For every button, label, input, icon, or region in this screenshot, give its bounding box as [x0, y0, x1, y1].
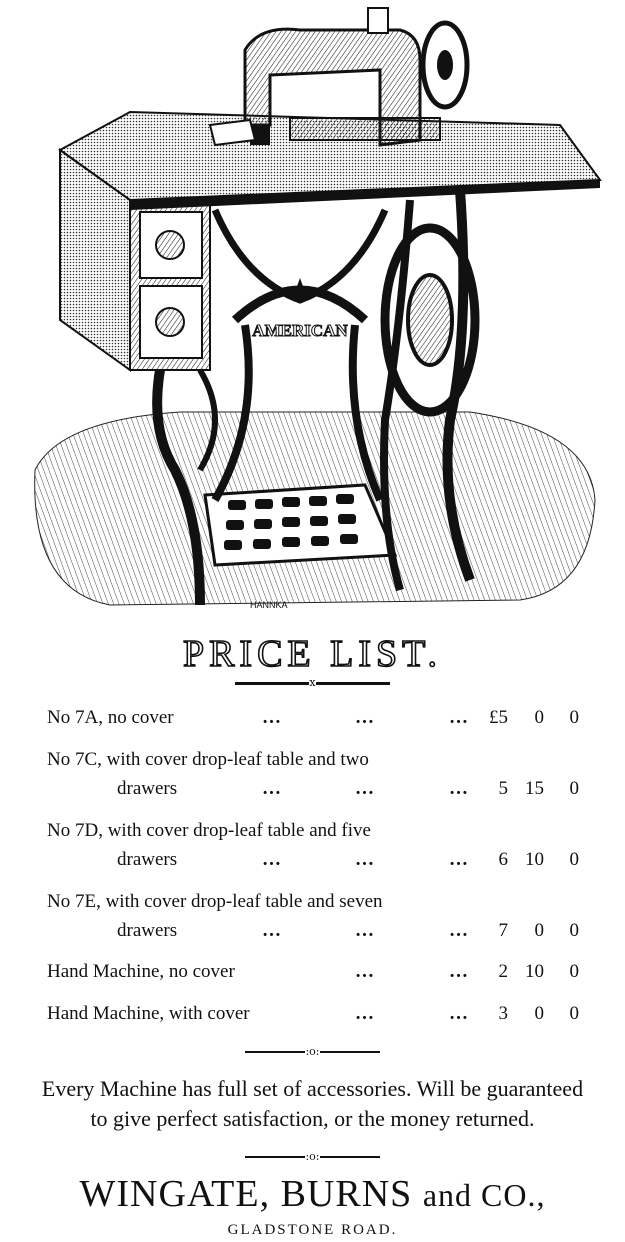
notice-line-2: to give perfect satisfaction, or the money returned.: [90, 1106, 535, 1131]
price-row-7d-cont: drawers … … … 6 10 0: [117, 849, 579, 870]
firm-name: [0, 1172, 625, 1216]
price-row-7a: No 7A, no cover … … … £5 0 0: [47, 707, 579, 728]
divider-bottom: :o:: [0, 1151, 625, 1163]
price-row-hand-with-cover: Hand Machine, with cover … … 3 0 0: [47, 1003, 579, 1024]
price-row-7c-cont: drawers … … … 5 15 0: [117, 778, 579, 799]
divider-top: x: [0, 677, 625, 689]
notice-line-1: Every Machine has full set of accessories. Will be guaranteed: [41, 1076, 584, 1101]
firm-name-main: WINGATE, BURNS: [79, 1173, 413, 1215]
firm-name-suffix: and CO.,: [422, 1177, 546, 1213]
engraving-label: AMERICAN: [252, 321, 348, 340]
price-row-7e-cont: drawers … … … 7 0 0: [117, 920, 579, 941]
firm-address: GLADSTONE ROAD.: [227, 1222, 398, 1238]
engraver-signature: HANNKA: [250, 600, 288, 610]
price-row-7e: No 7E, with cover drop-leaf table and seven: [47, 891, 383, 912]
price-row-7d: No 7D, with cover drop-leaf table and five: [47, 820, 371, 841]
price-row-hand-no-cover: Hand Machine, no cover … … 2 10 0: [47, 961, 579, 982]
divider-mid: :o:: [0, 1046, 625, 1058]
page-title: PRICE LIST.: [182, 633, 443, 675]
price-row-7c: No 7C, with cover drop-leaf table and two: [47, 749, 369, 770]
